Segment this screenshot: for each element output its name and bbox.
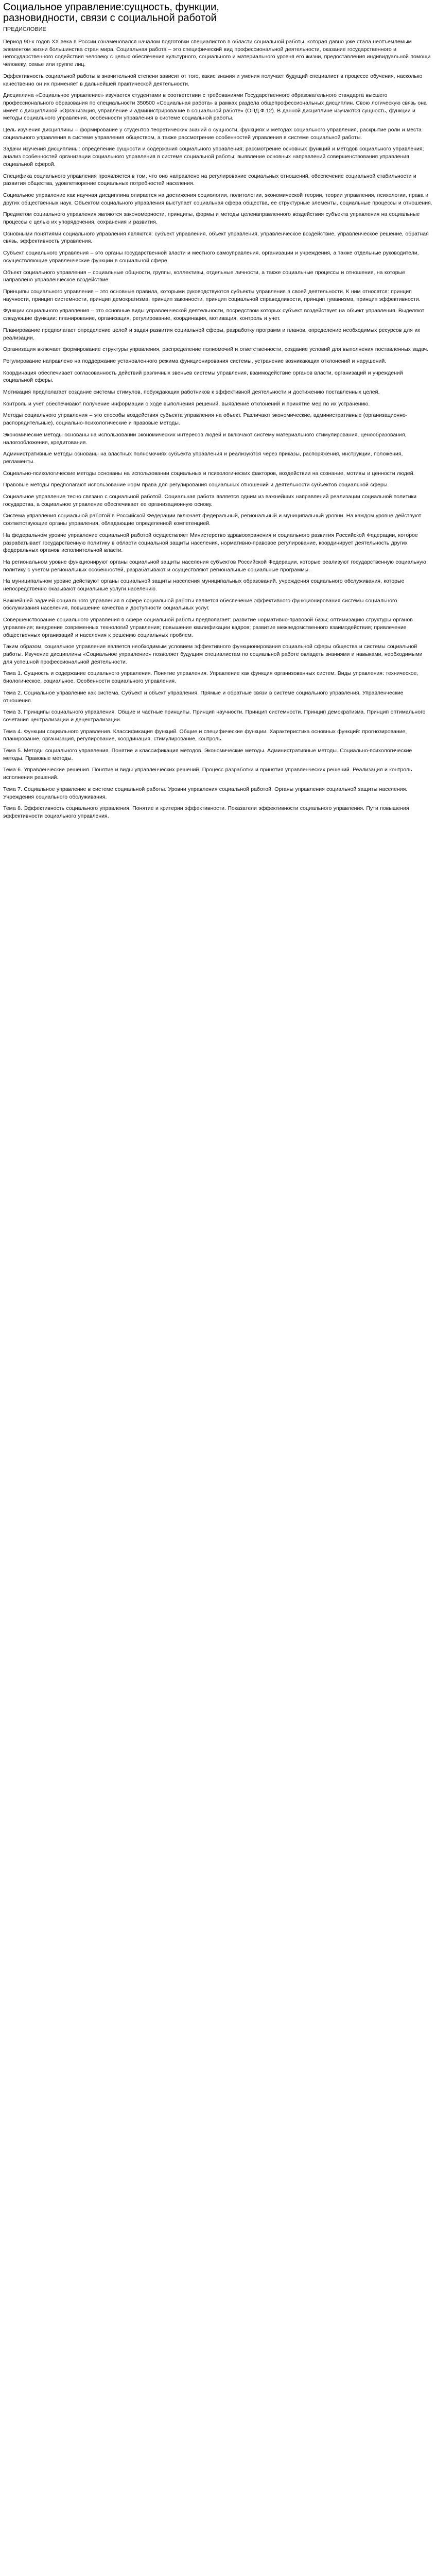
paragraph: Задачи изучения дисциплины: определение сущности и содержания социального управления; рассмотрение основных функций и методов социального управления; анализ особенностей организации социального управления в системе социальной работы; выявление основных направлений совершенствования управления социальной сферой. — [3, 146, 424, 167]
paragraph: Тема 8. Эффективность социального управления. Понятие и критерии эффективности. Показатели эффективности социального управления. Пути повышения эффективности социального управления. — [3, 805, 409, 819]
paragraph: Тема 7. Социальное управление в системе социальной работы. Уровни управления социальной работой. Органы управления социальной защиты населения. Учреждения социального обслуживания. — [3, 786, 408, 800]
paragraph: Экономические методы основаны на использовании экономических интересов людей и включают систему материального стимулирования, ценообразования, налогообложения, кредитования. — [3, 431, 407, 446]
paragraph: Методы социального управления – это способы воздействия субъекта управления на объект. Различают экономические, административные (организационно-распорядительные), социально-психологические и правовые методы. — [3, 412, 408, 427]
paragraph: Специфика социального управления проявляется в том, что оно направлено на регулирование социальных отношений, обеспечение социальной стабильности и развития общества, удовлетворение социальных потребностей населения. — [3, 173, 416, 187]
paragraph: Субъект социального управления – это органы государственной власти и местного самоуправления, организации и учреждения, а также отдельные руководители, осуществляющие управленческие функции в социальной сфере. — [3, 250, 419, 264]
paragraph: Тема 5. Методы социального управления. Понятие и классификация методов. Экономические методы. Административные методы. Социально-психологические методы. Правовые методы. — [3, 748, 412, 761]
paragraph: Эффективность социальной работы в значительной степени зависит от того, какие знания и умения получает будущий специалист в процессе обучения, насколько качественно он их применяет в дальнейшей практической деятельности. — [3, 73, 423, 87]
page-title: Социальное управление:сущность, функции, разновидности, связи с социальной работой — [3, 2, 219, 24]
paragraph: Тема 1. Сущность и содержание социального управления. Понятие управления. Управление как функция организованных систем. Виды управления: техническое, биологическое, социальное. Особенности социального управления. — [3, 670, 418, 685]
paragraph: Правовые методы предполагают использование норм права для регулирования социальных отношений и деятельности субъектов социальной сферы. — [3, 482, 389, 488]
paragraph: Тема 3. Принципы социального управления. Общие и частные принципы. Принцип научности. Принцип системности. Принцип демократизма. Принцип оптимального сочетания централизации и децентрализации. — [3, 709, 426, 723]
paragraph: Принципы социального управления – это основные правила, которыми руководствуются субъекты управления в своей деятельности. К ним относятся: принцип научности, принцип системности, принцип демократизма, принцип законности, принцип социальной справедливости, принцип гуманизма, принцип эффективности. — [3, 288, 421, 302]
paragraph: Организация включает формирование структуры управления, распределение полномочий и ответственности, создание условий для выполнения поставленных задач. — [3, 346, 429, 353]
paragraph: Социальное управление тесно связано с социальной работой. Социальная работа является одним из важнейших направлений реализации социальной политики государства, а социальное управление обеспечивает ее организационную основу. — [3, 494, 417, 507]
paragraph: Контроль и учет обеспечивают получение информации о ходе выполнения решений, выявление отклонений и принятие мер по их устранению. — [3, 400, 370, 407]
paragraph: Координация обеспечивает согласованность действий различных звеньев системы управления, взаимодействие органов власти, организаций и учреждений социальной сферы. — [3, 369, 403, 384]
paragraph: Основными понятиями социального управления являются: субъект управления, объект управления, управленческое воздействие, управленческое решение, обратная связь, эффективность управления. — [3, 230, 429, 245]
paragraph: Период 90-х годов ХХ века в России ознаменовался началом подготовки специалистов в области социальной работы, которая давно уже стала неотъемлемым элементом жизни большинства стран мира. Социальная работа – это специфический вид профессиональной деятельности, оказание государственного и негосударственного содействия человеку с целью обеспечения культурного, социального и материального уровня его жизни, предоставления индивидуальной помощи человеку, семье или группе лиц. — [3, 39, 431, 68]
paragraph: Цель изучения дисциплины – формирование у студентов теоретических знаний о сущности, функциях и методах социального управления, раскрытие роли и места социального управления в системе управления обществом, а также рассмотрение особенностей управления в системе социальной работы. — [3, 127, 422, 141]
paragraph: Мотивация предполагает создание системы стимулов, побуждающих работников к эффективной деятельности и достижению поставленных целей. — [3, 389, 380, 396]
paragraph: Таким образом, социальное управление является необходимым условием эффективного функционирования социальной сферы общества и системы социальной работы. Изучение дисциплины «Социальное управление» позволяет будущим специалистам по социальной работе овладеть знаниями и навыками, необходимыми для успешной профессиональной деятельности. — [3, 643, 423, 665]
paragraph: Совершенствование социального управления в сфере социальной работы предполагает: развитие нормативно-правовой базы; оптимизацию структуры органов управления; внедрение современных технологий управления; повышение квалификации кадров; развитие межведомственного взаимодействия; привлечение общественных организаций и населения к решению социальных проблем. — [3, 617, 413, 638]
paragraph: Тема 4. Функции социального управления. Классификация функций. Общие и специфические функции. Характеристика основных функций: прогнозирование, планирование, организация, регулирование, координация, стимулирование, контроль. — [3, 728, 407, 742]
paragraph: Регулирование направлено на поддержание установленного режима функционирования системы, устранение возникающих отклонений и нарушений. — [3, 358, 387, 364]
paragraph: Планирование предполагает определение целей и задач развития социальной сферы, разработку программ и планов, определение необходимых ресурсов для их реализации. — [3, 327, 421, 341]
paragraph: Социальное управление как научная дисциплина опирается на достижения социологии, политологии, экономической теории, теории управления, психологии, права и других общественных наук. Объектом социального управления выступает социальная сфера общества, ее структурные элементы, социальные процессы и отношения. — [3, 192, 432, 206]
paragraph: Предметом социального управления являются закономерности, принципы, формы и методы целенаправленного воздействия субъекта управления на социальные процессы с целью их упорядочения, сохранения и развития. — [3, 211, 420, 226]
paragraph: Социально-психологические методы основаны на использовании социальных и психологических факторов, воздействии на сознание, мотивы и ценности людей. — [3, 470, 415, 477]
paragraph: На региональном уровне функционируют органы социальной защиты населения субъектов Российской Федерации, которые реализуют государственную социальную политику с учетом региональных особенностей, разрабатывают и осуществляют региональные социальные программы. — [3, 558, 426, 573]
document-body — [3, 38, 433, 820]
paragraph: Дисциплина «Социальное управление» изучается студентами в соответствии с требованиями Государственного образовательного стандарта высшего профессионального образования по специальности 350500 «Социальная работа» в рамках раздела общепрофессиональных дисциплин. Свою логическую связь она имеет с дисциплиной «Организация, управление и администрирование в социальной работе» (ОПД.Ф.12). В данной дисциплине изучаются сущность, функции и методы социального управления, особенности управления в системе социальной работы. — [3, 92, 427, 122]
paragraph: Административные методы основаны на властных полномочиях субъекта управления и реализуются через приказы, распоряжения, инструкции, положения, регламенты. — [3, 451, 403, 465]
paragraph: Тема 2. Социальное управление как система. Субъект и объект управления. Прямые и обратные связи в системе социального управления. Управленческие отношения. — [3, 689, 404, 704]
paragraph: На федеральном уровне управление социальной работой осуществляет Министерство здравоохранения и социального развития Российской Федерации, которое разрабатывает государственную политику в области социальной защиты населения, нормативно-правовое регулирование, координирует деятельность других федеральных органов исполнительной власти. — [3, 532, 418, 554]
paragraph: Важнейшей задачей социального управления в сфере социальной работы является обеспечение эффективного функционирования системы социального обслуживания населения, повышение качества и доступности социальных услуг. — [3, 597, 397, 612]
subtitle: ПРЕДИСЛОВИЕ — [3, 26, 46, 32]
paragraph: На муниципальном уровне действуют органы социальной защиты населения муниципальных образований, учреждения социального обслуживания, которые непосредственно оказывают социальные услуги населению. — [3, 578, 405, 592]
paragraph: Функции социального управления – это основные виды управленческой деятельности, посредством которых субъект воздействует на объект управления. Выделяют следующие функции: планирование, организация, регулирование, координация, мотивация, контроль и учет. — [3, 308, 425, 322]
paragraph: Тема 6. Управленческие решения. Понятие и виды управленческих решений. Процесс разработки и принятия управленческих решений. Реализация и контроль исполнения решений. — [3, 767, 412, 781]
paragraph: Система управления социальной работой в Российской Федерации включает федеральный, региональный и муниципальный уровни. На каждом уровне действуют соответствующие органы управления, обладающие определенной компетенцией. — [3, 513, 422, 527]
paragraph: Объект социального управления – социальные общности, группы, коллективы, отдельные личности, а также социальные процессы и отношения, на которые направлено управленческое воздействие. — [3, 269, 405, 283]
